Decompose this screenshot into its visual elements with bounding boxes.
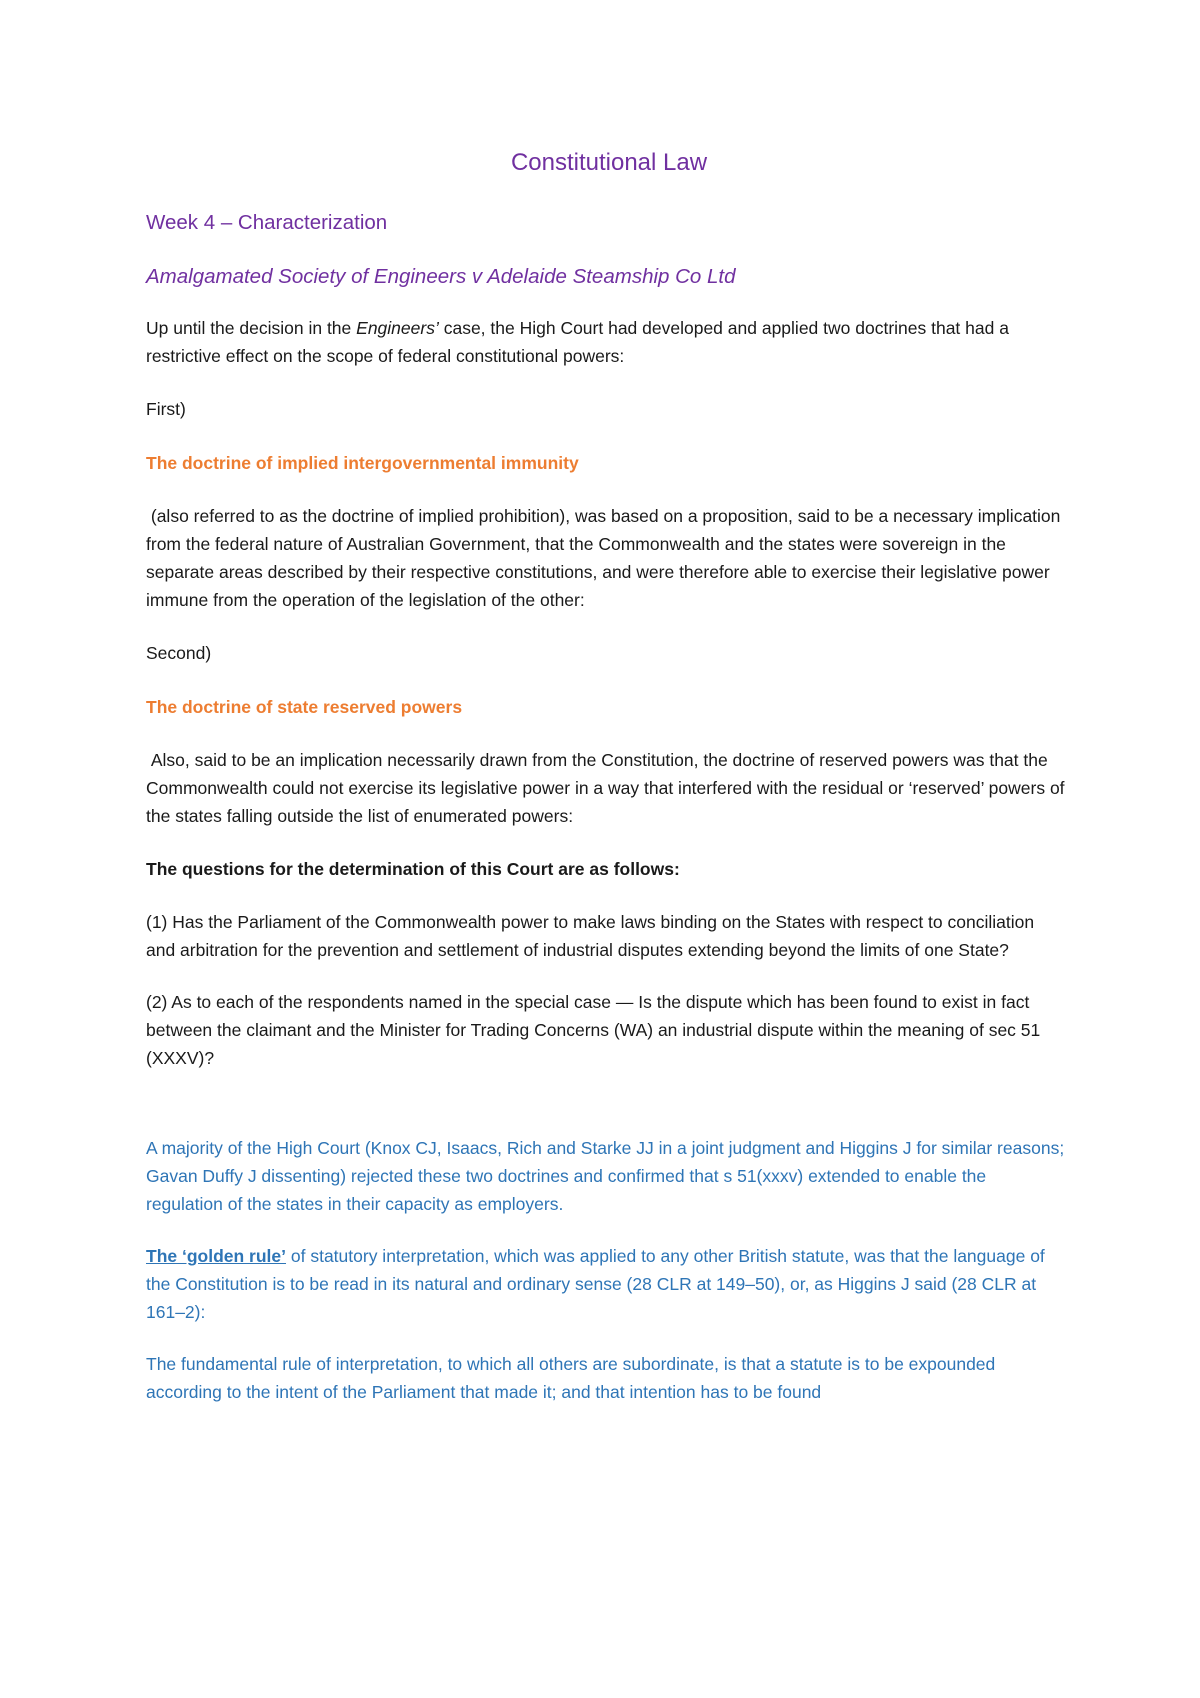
doctrine-one-heading: The doctrine of implied intergovernmental immunity [146,453,579,473]
doctrine-one-paragraph: (also referred to as the doctrine of implied prohibition), was based on a proposition, said to be a necessary implication from the federal nature of Australian Government, that the Commonwealth and the states were sovereign in the separate areas described by their respective constitutions, and were therefore able to exercise their legislative power immune from the operation of the legislation of the other: [146,506,1066,610]
intro-text-start: Up until the decision in the [146,318,357,338]
majority-paragraph: A majority of the High Court (Knox CJ, Isaacs, Rich and Starke JJ in a joint judgment and Higgins J for similar reasons; Gavan Duffy J dissenting) rejected these two doctrines and confirmed that s 51(xxxv) extended to enable the regulation of the states in their capacity as employers. [146,1138,1065,1214]
golden-rule-text: of statutory interpretation, which was applied to any other British statute, was that the language of the Constitution is to be read in its natural and ordinary sense (28 CLR at 149–50), or, as Higgins J said (28 CLR at 161–2): [146,1246,1045,1322]
second-label: Second) [146,643,212,663]
week-heading: Week 4 – Characterization [146,211,388,234]
document-body [146,148,1070,1430]
questions-heading: The questions for the determination of this Court are as follows: [146,859,680,879]
case-heading: Amalgamated Society of Engineers v Adelaide Steamship Co Ltd [146,265,736,288]
vertical-spacer [146,1096,1066,1134]
first-label: First) [146,399,186,419]
intro-italic-case: Engineers’ [356,318,439,338]
doctrine-two-heading: The doctrine of state reserved powers [146,697,463,717]
intro-paragraph [146,314,1066,370]
golden-rule-label: The ‘golden rule’ [146,1246,287,1266]
fundamental-rule-paragraph: The fundamental rule of interpretation, to which all others are subordinate, is that a statute is to be expounded according to the intent of the Parliament that made it; and that intention has to be found [146,1354,996,1402]
intro-text-end: case, the High Court had developed and applied two doctrines that had a restrictive effect on the scope of federal constitutional powers: [146,318,1009,366]
question-two: (2) As to each of the respondents named in the special case — Is the dispute which has been found to exist in fact between the claimant and the Minister for Trading Concerns (WA) an industrial dispute within the meaning of sec 51 (XXXV)? [146,992,1041,1068]
question-one: (1) Has the Parliament of the Commonwealth power to make laws binding on the States with respect to conciliation and arbitration for the prevention and settlement of industrial disputes extending beyond the limits of one State? [146,912,1035,960]
document-title: Constitutional Law [510,149,708,176]
golden-rule-paragraph [146,1242,1066,1326]
doctrine-two-paragraph: Also, said to be an implication necessarily drawn from the Constitution, the doctrine of reserved powers was that the Commonwealth could not exercise its legislative power in a way that interfered with the residual or ‘reserved’ powers of the states falling outside the list of enumerated powers: [146,750,1070,826]
